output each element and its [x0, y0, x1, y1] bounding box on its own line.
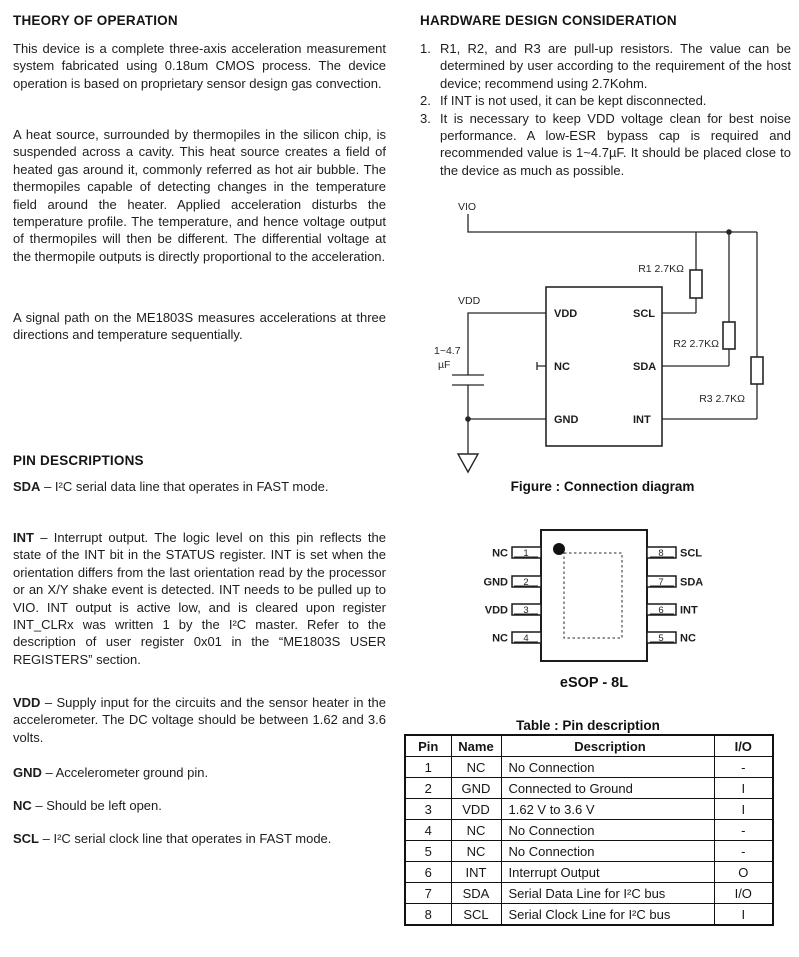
list-text: If INT is not used, it can be kept disconnected. [440, 93, 707, 109]
table-header-io: I/O [714, 735, 773, 757]
chip-pin-gnd: GND [554, 414, 579, 426]
package-pin-label-sda: SDA [680, 576, 704, 589]
pin-description-int [13, 529, 386, 668]
pin-number: 4 [523, 633, 529, 644]
pin-number: 3 [523, 605, 529, 616]
cell-io: I [714, 778, 773, 799]
cell-pin: 7 [405, 883, 451, 904]
package-pin-label-nc-1: NC [492, 547, 508, 560]
cell-name: SCL [451, 904, 501, 926]
theory-paragraph-3: A signal path on the ME1803S measures accelerations at three directions and temperature sequentially. [13, 310, 386, 343]
list-text: R1, R2, and R3 are pull-up resistors. The value can be determined by user according to the requirement of the host device; recommend using 2.7Kohm. [440, 41, 791, 91]
pin-text-int: – Interrupt output. The logic level on this pin reflects the state of the INT bit in the STATUS register. INT is set when the orientation differs from the last orientation read by the processor or an X/Y shake event is detected. INT needs to be pulled up to VIO. INT output is active low, and is cleared upon register INT_CLRx was written 1 by the I²C master. Refer to the description of user register 0x01 in the “ME1803S USER REGISTERS” section. [13, 530, 386, 667]
table-row [405, 904, 773, 926]
junction-dot [465, 416, 471, 422]
pin-description-nc [13, 797, 386, 814]
pin-number: 7 [658, 577, 664, 588]
table-row [405, 757, 773, 778]
list-number: 3. [420, 110, 431, 126]
cell-io: I [714, 904, 773, 926]
pin-number: 1 [523, 548, 529, 559]
pin-text-gnd: – Accelerometer ground pin. [41, 765, 209, 780]
resistor-r3-label: R3 2.7KΩ [699, 393, 745, 405]
cell-pin: 8 [405, 904, 451, 926]
table-header-name: Name [451, 735, 501, 757]
cell-io: - [714, 757, 773, 778]
list-number: 1. [420, 41, 431, 56]
resistor-r2-label: R2 2.7KΩ [673, 338, 719, 350]
table-header-description: Description [501, 735, 714, 757]
chip-pin-scl: SCL [633, 308, 655, 320]
nc-stub-wire [537, 362, 546, 370]
cell-io: - [714, 820, 773, 841]
hardware-list-item-3 [420, 110, 791, 180]
ground-symbol-icon [458, 454, 478, 472]
vdd-wire [468, 313, 546, 375]
vdd-rail-label: VDD [458, 295, 481, 307]
pin-text-scl: – I²C serial clock line that operates in FAST mode. [39, 831, 332, 846]
pin-term-nc: NC [13, 798, 32, 813]
pin-description-vdd [13, 694, 386, 746]
chip-pin-vdd: VDD [554, 308, 578, 320]
package-pin-label-int: INT [680, 604, 698, 617]
pin-text-sda: – I²C serial data line that operates in FAST mode. [40, 479, 329, 494]
resistor-r1-label: R1 2.7KΩ [638, 263, 684, 275]
pin-number: 8 [658, 548, 664, 559]
package-pin-label-nc-4: NC [492, 632, 508, 645]
cell-name: NC [451, 820, 501, 841]
table-row [405, 820, 773, 841]
pin-term-gnd: GND [13, 765, 42, 780]
pin-term-sda: SDA [13, 479, 41, 494]
cell-name: NC [451, 841, 501, 862]
cell-io: O [714, 862, 773, 883]
package-caption: eSOP - 8L [559, 675, 629, 691]
chip-pin-nc: NC [554, 361, 570, 373]
cell-name: INT [451, 862, 501, 883]
hardware-list-item-2 [420, 92, 791, 109]
cell-description: Serial Clock Line for I²C bus [501, 904, 714, 926]
capacitor-value-label: 1~4.7 [434, 345, 461, 357]
capacitor-plates [452, 375, 484, 385]
cell-io: - [714, 841, 773, 862]
table-caption: Table : Pin description [516, 718, 660, 733]
pin-description-sda [13, 478, 345, 495]
package-pin-label-vdd: VDD [484, 604, 508, 617]
list-text: It is necessary to keep VDD voltage clean for best noise performance. A low-ESR bypass cap is required and recommended value is 1~4.7µF. It should be placed close to the device as much as possible. [440, 110, 791, 178]
table-row [405, 862, 773, 883]
cell-description: Interrupt Output [501, 862, 714, 883]
pin-term-vdd: VDD [13, 695, 41, 710]
gnd-wire [468, 385, 546, 454]
pin-term-int: INT [13, 530, 34, 545]
figure-caption: Figure : Connection diagram [510, 479, 695, 494]
pin-number: 2 [523, 577, 529, 588]
cell-pin: 5 [405, 841, 451, 862]
pin-text-nc: – Should be left open. [31, 798, 162, 813]
table-row [405, 778, 773, 799]
table-row [405, 799, 773, 820]
table-row [405, 883, 773, 904]
resistor-r2-body [723, 322, 735, 349]
cell-description: Connected to Ground [501, 778, 714, 799]
cell-pin: 1 [405, 757, 451, 778]
package-diagram [478, 525, 710, 667]
pin-description-gnd [13, 764, 386, 781]
pin-term-scl: SCL [13, 831, 39, 846]
cell-pin: 4 [405, 820, 451, 841]
cell-description: Serial Data Line for I²C bus [501, 883, 714, 904]
cell-pin: 6 [405, 862, 451, 883]
cell-io: I [714, 799, 773, 820]
pin-number: 6 [658, 605, 664, 616]
hardware-list-item-1 [420, 40, 791, 92]
table-header-pin: Pin [405, 735, 451, 757]
resistor-r3-body [751, 357, 763, 384]
capacitor-unit-label: µF [438, 359, 451, 371]
section-heading-pin-descriptions: PIN DESCRIPTIONS [13, 453, 144, 468]
table-header-row [405, 735, 773, 757]
cell-name: NC [451, 757, 501, 778]
connection-diagram [425, 196, 775, 478]
vio-label: VIO [458, 201, 477, 213]
pin-description-table [404, 734, 774, 926]
cell-description: No Connection [501, 757, 714, 778]
section-heading-theory-of-operation: THEORY OF OPERATION [13, 13, 178, 28]
pin-number: 5 [658, 633, 664, 644]
cell-description: No Connection [501, 820, 714, 841]
section-heading-hardware-design: HARDWARE DESIGN CONSIDERATION [420, 13, 677, 28]
cell-name: VDD [451, 799, 501, 820]
package-pin-label-scl: SCL [680, 547, 702, 560]
cell-io: I/O [714, 883, 773, 904]
cell-pin: 3 [405, 799, 451, 820]
package-pin-label-nc-5: NC [680, 632, 696, 645]
chip-pin-sda: SDA [633, 361, 657, 373]
chip-pin-int: INT [633, 414, 651, 426]
theory-paragraph-1: This device is a complete three-axis acceleration measurement system fabricated using 0.18um CMOS process. The device operation is based on proprietary sensor design gas convection. [13, 41, 386, 91]
cell-description: No Connection [501, 841, 714, 862]
resistor-r1-body [690, 270, 702, 298]
vio-rail-wire [468, 214, 757, 232]
pin-text-vdd: – Supply input for the circuits and the sensor heater in the accelerometer. The DC voltage should be between 1.62 and 3.6 volts. [13, 695, 386, 745]
cell-name: GND [451, 778, 501, 799]
list-number: 2. [420, 93, 431, 109]
pin1-indicator-dot [553, 543, 565, 555]
cell-description: 1.62 V to 3.6 V [501, 799, 714, 820]
table-row [405, 841, 773, 862]
theory-paragraph-2: A heat source, surrounded by thermopiles in the silicon chip, is suspended across a cavity. This heat source creates a field of heated gas around it, commonly referred as hot air bubble. The thermopiles capable of detecting changes in the temperature field around the heater. Applied acceleration disturbs the temperature profile. The temperature, and hence voltage output of thermopiles will then be different. The differential voltage at the thermopile outputs is directly proportional to the acceleration. [13, 127, 386, 264]
cell-pin: 2 [405, 778, 451, 799]
package-pin-label-gnd: GND [483, 576, 508, 589]
cell-name: SDA [451, 883, 501, 904]
hardware-list [420, 40, 791, 179]
pin-description-scl [13, 830, 345, 847]
